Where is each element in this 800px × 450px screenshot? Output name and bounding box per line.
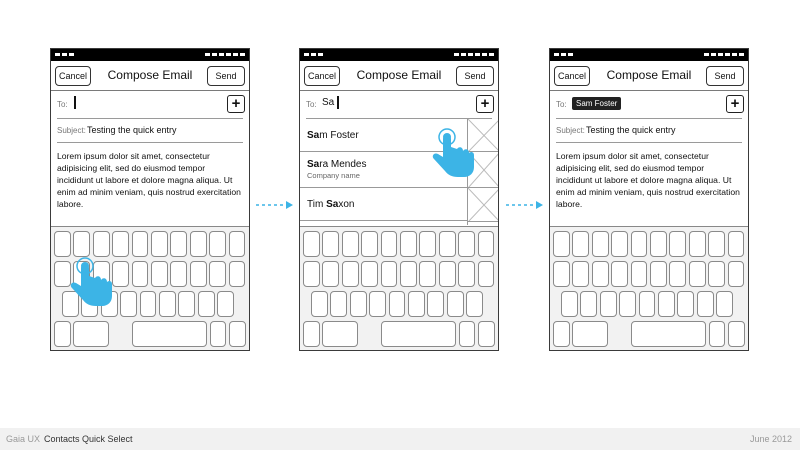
add-contact-button[interactable] — [227, 95, 245, 113]
keyboard-key[interactable] — [697, 291, 714, 317]
subject-input[interactable]: Testing the quick entry — [87, 125, 177, 135]
to-field[interactable] — [57, 91, 243, 119]
keyboard-key[interactable] — [132, 261, 149, 287]
suggestion-company: Company name — [307, 171, 360, 180]
keyboard-key[interactable] — [631, 321, 706, 347]
cancel-button[interactable]: Cancel — [55, 66, 91, 86]
keyboard-key[interactable] — [303, 231, 320, 257]
compose-header — [550, 61, 748, 91]
keyboard-key[interactable] — [458, 261, 475, 287]
subject-label: Subject: — [556, 126, 585, 135]
recipient-chip[interactable]: Sam Foster — [572, 97, 621, 110]
keyboard-key[interactable] — [209, 261, 226, 287]
footer-title: Contacts Quick Select — [44, 434, 133, 444]
keyboard-key[interactable] — [709, 321, 726, 347]
keyboard-key[interactable] — [93, 231, 110, 257]
keyboard-key[interactable] — [190, 261, 207, 287]
keyboard-key[interactable] — [553, 261, 570, 287]
dashed-arrow-icon — [506, 200, 544, 210]
keyboard-key[interactable] — [553, 321, 570, 347]
keyboard-key[interactable] — [408, 291, 425, 317]
keyboard-key[interactable] — [658, 291, 675, 317]
cancel-button[interactable]: Cancel — [304, 66, 340, 86]
keyboard-key[interactable] — [728, 321, 745, 347]
keyboard-key[interactable] — [381, 321, 456, 347]
keyboard-key[interactable] — [478, 231, 495, 257]
keyboard-key[interactable] — [330, 291, 347, 317]
compose-header — [51, 61, 249, 91]
cancel-button[interactable]: Cancel — [554, 66, 590, 86]
phone-screen-suggestions — [299, 48, 499, 351]
phone-screen-compose-empty — [50, 48, 250, 351]
keyboard-key[interactable] — [400, 231, 417, 257]
keyboard-key[interactable] — [478, 321, 495, 347]
keyboard-key[interactable] — [728, 231, 745, 257]
keyboard-key[interactable] — [466, 291, 483, 317]
send-button[interactable]: Send — [706, 66, 744, 86]
keyboard-key[interactable] — [419, 261, 436, 287]
status-bar — [51, 49, 249, 61]
suggestion-name: Sara Mendes — [307, 159, 367, 170]
keyboard-key[interactable] — [728, 261, 745, 287]
keyboard-key[interactable] — [708, 231, 725, 257]
keyboard-key[interactable] — [311, 291, 328, 317]
keyboard-key[interactable] — [580, 291, 597, 317]
text-caret — [337, 96, 339, 109]
keyboard-key[interactable] — [669, 261, 686, 287]
keyboard-key[interactable] — [572, 321, 608, 347]
keyboard-key[interactable] — [170, 231, 187, 257]
keyboard-key[interactable] — [427, 291, 444, 317]
suggestion-name: Sam Foster — [307, 130, 359, 141]
status-bar — [300, 49, 498, 61]
keyboard-key[interactable] — [322, 261, 339, 287]
keyboard-key[interactable] — [190, 231, 207, 257]
keyboard-key[interactable] — [198, 291, 215, 317]
keyboard — [300, 226, 498, 350]
keyboard-key[interactable] — [650, 261, 667, 287]
to-label: To: — [57, 100, 68, 109]
keyboard-key[interactable] — [708, 261, 725, 287]
keyboard-key[interactable] — [54, 321, 71, 347]
keyboard-key[interactable] — [322, 321, 358, 347]
keyboard-key[interactable] — [350, 291, 367, 317]
keyboard-key[interactable] — [439, 261, 456, 287]
to-label: To: — [556, 100, 567, 109]
suggestion-name: Tim Saxon — [307, 199, 355, 210]
footer-app-name: Gaia UX — [6, 434, 41, 444]
page-title: Compose Email — [107, 68, 193, 82]
keyboard-key[interactable] — [73, 231, 90, 257]
keyboard-key[interactable] — [140, 291, 157, 317]
keyboard-key[interactable] — [342, 261, 359, 287]
keyboard-key[interactable] — [631, 231, 648, 257]
keyboard-key[interactable] — [592, 231, 609, 257]
email-body[interactable]: Lorem ipsum dolor sit amet, consectetur adipisicing elit, sed do eiusmod tempor incididunt ut labore et dolore magna aliqua. Ut enim ad minim veniam, quis nostrud exercitation labore. — [556, 151, 740, 209]
plus-icon: + — [730, 95, 740, 112]
keyboard-key[interactable] — [553, 231, 570, 257]
email-body[interactable]: Lorem ipsum dolor sit amet, consectetur adipisicing elit, sed do eiusmod tempor incididunt ut labore et dolore magna aliqua. Ut enim ad minim veniam, quis nostrud exercitation labore. — [57, 151, 241, 209]
keyboard-key[interactable] — [132, 321, 207, 347]
keyboard-key[interactable] — [639, 291, 656, 317]
keyboard-key[interactable] — [419, 231, 436, 257]
keyboard-key[interactable] — [303, 261, 320, 287]
keyboard-key[interactable] — [611, 261, 628, 287]
keyboard-key[interactable] — [400, 261, 417, 287]
footer-date: June 2012 — [749, 434, 792, 444]
keyboard-key[interactable] — [73, 321, 109, 347]
keyboard-key[interactable] — [229, 321, 246, 347]
add-contact-button[interactable] — [476, 95, 494, 113]
keyboard-key[interactable] — [600, 291, 617, 317]
keyboard-key[interactable] — [572, 261, 589, 287]
keyboard-key[interactable] — [369, 291, 386, 317]
keyboard-key[interactable] — [229, 231, 246, 257]
hand-pointer-icon — [66, 256, 116, 312]
keyboard-key[interactable] — [677, 291, 694, 317]
keyboard-key[interactable] — [619, 291, 636, 317]
suggestion-item[interactable] — [300, 188, 467, 221]
keyboard-key[interactable] — [650, 231, 667, 257]
keyboard-key[interactable] — [447, 291, 464, 317]
keyboard-key[interactable] — [217, 291, 234, 317]
keyboard-key[interactable] — [478, 261, 495, 287]
dashed-arrow-icon — [256, 200, 294, 210]
keyboard-key[interactable] — [389, 291, 406, 317]
plus-icon: + — [231, 95, 241, 112]
subject-field[interactable] — [556, 119, 742, 143]
to-label: To: — [306, 100, 317, 109]
keyboard-key[interactable] — [381, 231, 398, 257]
keyboard-key[interactable] — [151, 261, 168, 287]
keyboard-key[interactable] — [592, 261, 609, 287]
keyboard-key[interactable] — [689, 261, 706, 287]
keyboard-key[interactable] — [361, 261, 378, 287]
compose-header — [300, 61, 498, 91]
keyboard-key[interactable] — [459, 321, 476, 347]
keyboard-key[interactable] — [132, 231, 149, 257]
keyboard-key[interactable] — [170, 261, 187, 287]
text-caret — [74, 96, 76, 109]
keyboard-key[interactable] — [159, 291, 176, 317]
keyboard-key[interactable] — [178, 291, 195, 317]
keyboard-key[interactable] — [229, 261, 246, 287]
keyboard-key[interactable] — [689, 231, 706, 257]
subject-field[interactable] — [57, 119, 243, 143]
keyboard-key[interactable] — [54, 231, 71, 257]
keyboard-key[interactable] — [322, 231, 339, 257]
send-button[interactable]: Send — [207, 66, 245, 86]
keyboard-key[interactable] — [439, 231, 456, 257]
footer-bar — [0, 428, 800, 450]
plus-icon: + — [480, 95, 490, 112]
keyboard-key[interactable] — [210, 321, 227, 347]
keyboard-key[interactable] — [572, 231, 589, 257]
keyboard-key[interactable] — [209, 231, 226, 257]
subject-label: Subject: — [57, 126, 86, 135]
keyboard-key[interactable] — [120, 291, 137, 317]
page-title: Compose Email — [356, 68, 442, 82]
keyboard-key[interactable] — [631, 261, 648, 287]
keyboard-key[interactable] — [716, 291, 733, 317]
keyboard-key[interactable] — [381, 261, 398, 287]
send-button[interactable]: Send — [456, 66, 494, 86]
keyboard-key[interactable] — [458, 231, 475, 257]
subject-input[interactable]: Testing the quick entry — [586, 125, 676, 135]
keyboard-key[interactable] — [303, 321, 320, 347]
to-input[interactable]: Sa — [322, 97, 335, 108]
keyboard-key[interactable] — [611, 231, 628, 257]
add-contact-button[interactable] — [726, 95, 744, 113]
to-field[interactable] — [306, 91, 492, 119]
phone-screen-contact-selected — [549, 48, 749, 351]
keyboard — [550, 226, 748, 350]
image-placeholder-icon — [468, 188, 499, 222]
page-title: Compose Email — [606, 68, 692, 82]
keyboard-key[interactable] — [561, 291, 578, 317]
keyboard-key[interactable] — [151, 231, 168, 257]
keyboard-key[interactable] — [342, 231, 359, 257]
to-field[interactable] — [556, 91, 742, 119]
hand-pointer-icon — [428, 127, 478, 183]
keyboard-key[interactable] — [112, 231, 129, 257]
keyboard-key[interactable] — [669, 231, 686, 257]
keyboard-key[interactable] — [361, 231, 378, 257]
status-bar — [550, 49, 748, 61]
